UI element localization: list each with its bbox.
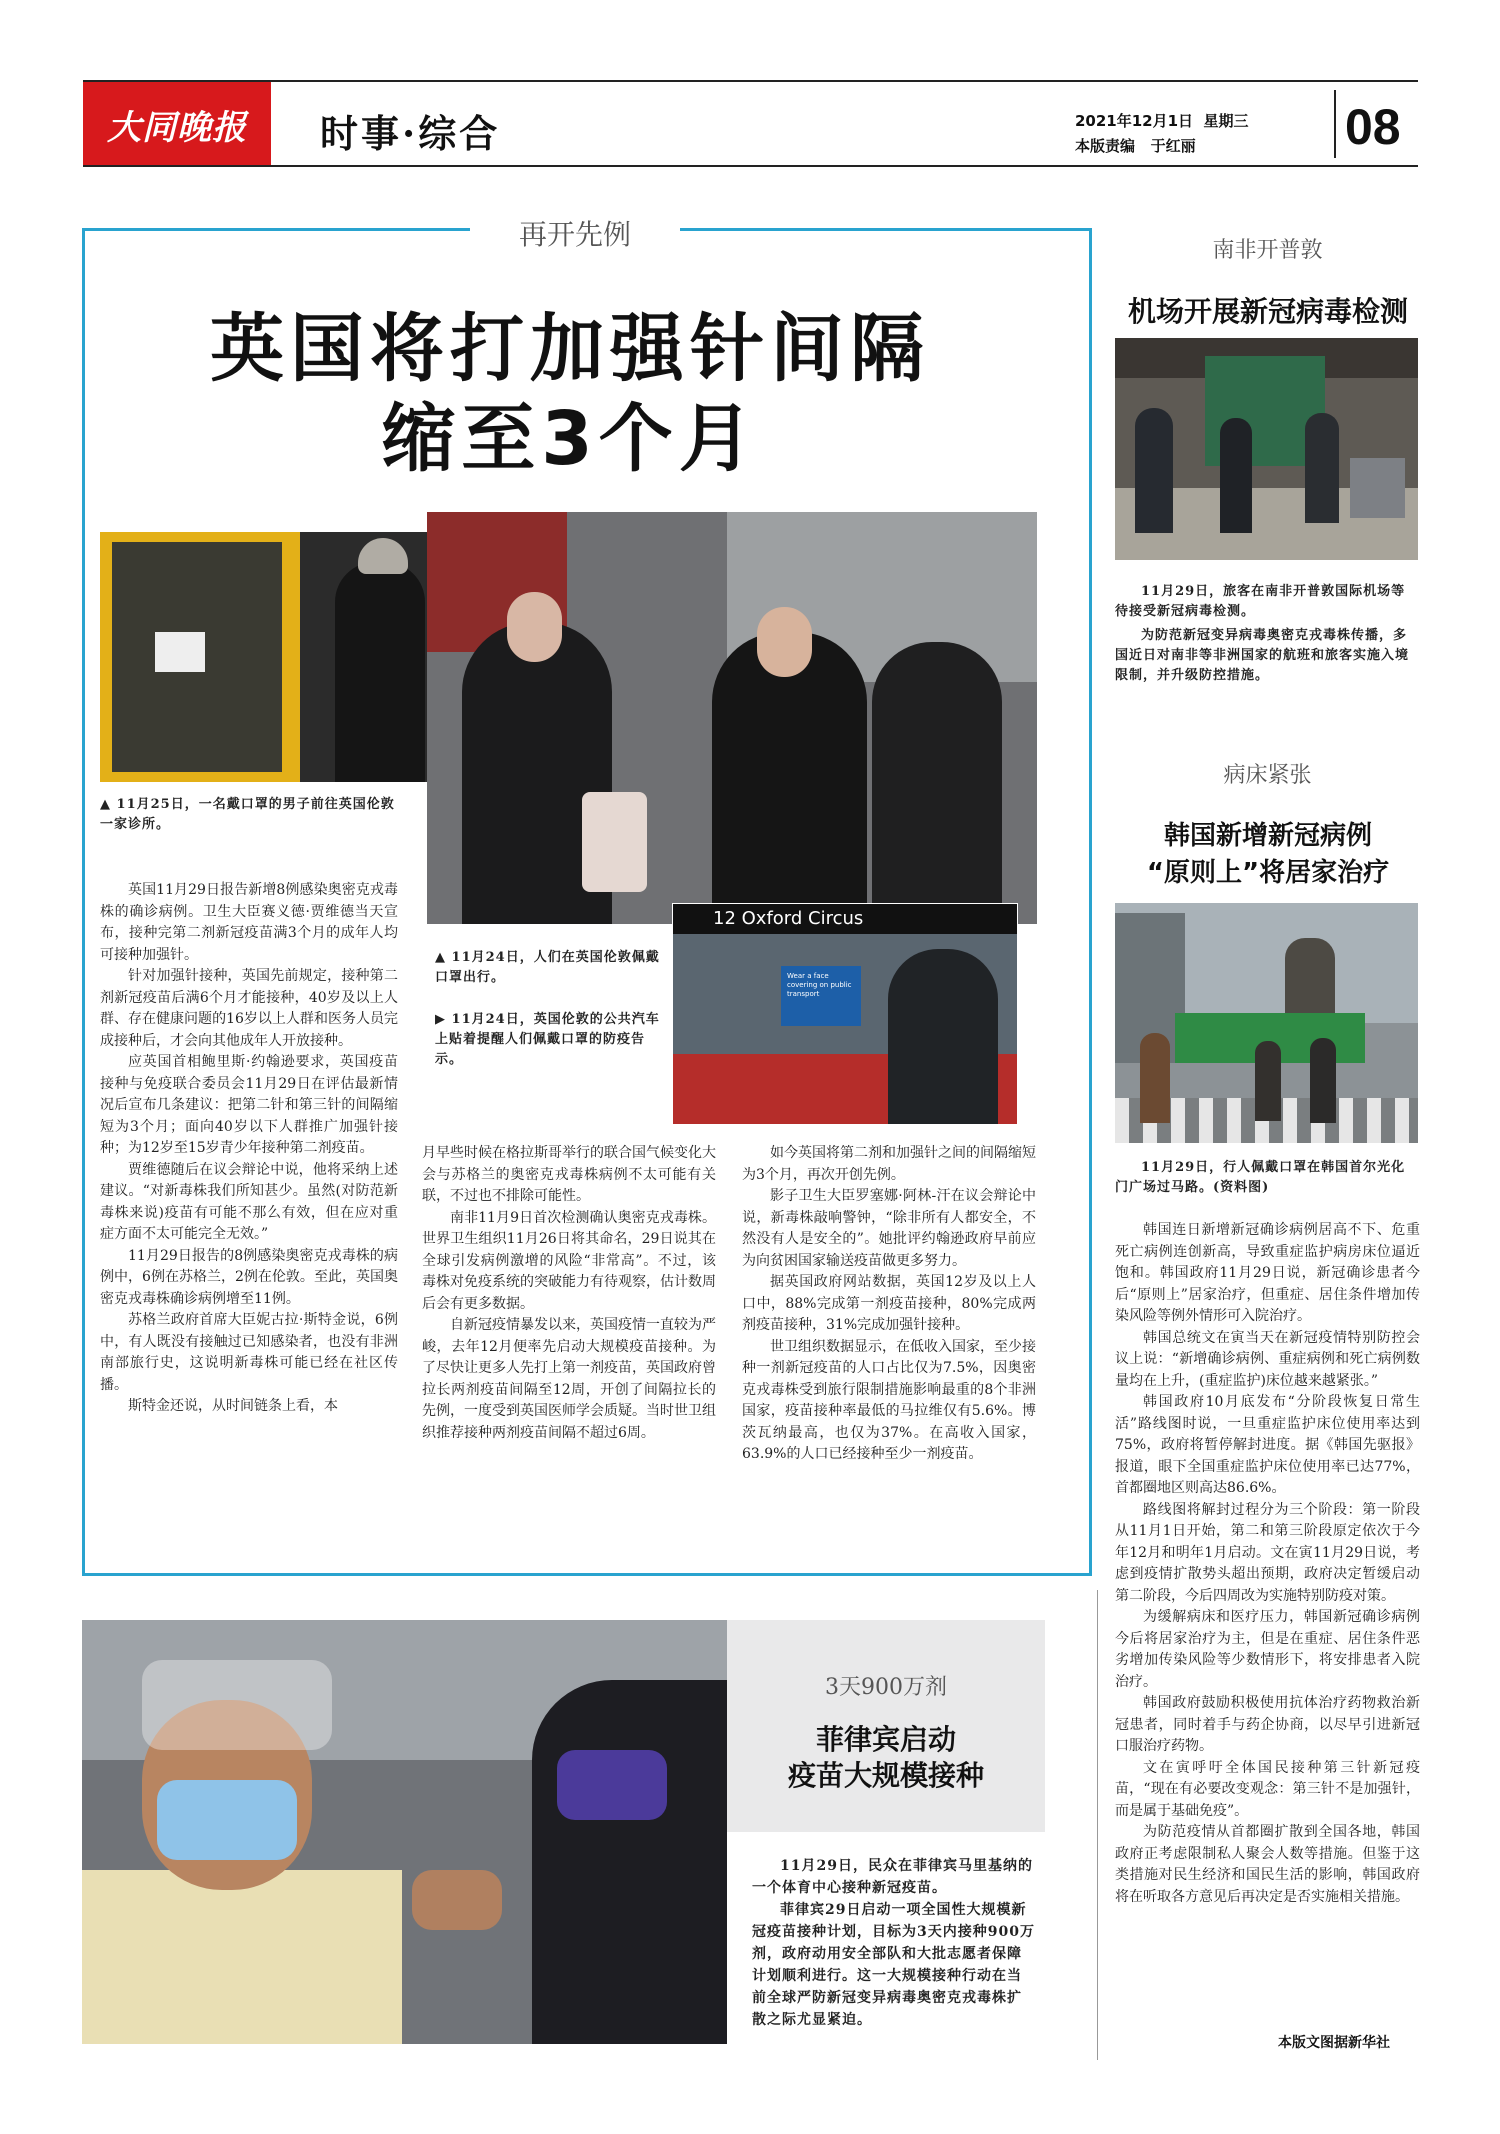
- main-body-col3: [742, 1143, 1036, 1466]
- masthead-bottom-rule: [83, 165, 1418, 167]
- col3-paragraph: 世卫组织数据显示，在低收入国家，至少接种一剂新冠疫苗的人口占比仅为7.5%，因奥密克戎毒株受到旅行限制措施影响最重的8个非洲国家，疫苗接种率最低的马拉维仅有5.6%。博茨瓦纳最高，也仅为37%。在高收入国家，63.9%的人口已经接种至少一剂疫苗。: [742, 1338, 1036, 1462]
- col3-paragraph: 影子卫生大臣罗塞娜·阿林-汗在议会辩论中说，新毒株敲响警钟，“除非所有人都安全，不然没有人是安全的”。她批评约翰逊政府早前应为向贫困国家输送疫苗做更多努力。: [742, 1188, 1036, 1269]
- seoul-statue: [1285, 938, 1335, 1018]
- bus-destination-sign: [673, 904, 1017, 934]
- sidebar-top-caption2: 为防范新冠变异病毒奥密克戎毒株传播，多国近日对南非等非洲国家的航班和旅客实施入境限制，并升级防控措施。: [1115, 628, 1410, 683]
- bottom-headline-line2: 疫苗大规模接种: [787, 1759, 984, 1792]
- caption-bus: ▶ 11月24日，英国伦敦的公共汽车上贴着提醒人们佩戴口罩的防疫告示。: [435, 1012, 660, 1067]
- col1-paragraph: 贾维德随后在议会辩论中说，他将采纳上述建议。“对新毒株我们所知甚少。虽然(对防范新毒株来说)疫苗有可能不那么有效，但在应对重症方面不太可能完全无效。”: [100, 1161, 398, 1242]
- korea-paragraph: 韩国连日新增新冠确诊病例居高不下、危重死亡病例连创新高，导致重症监护病房床位逼近饱和。韩国政府11月29日说，新冠确诊患者今后“原则上”居家治疗，但重症、居住条件增加传染风险等例外情形可入院治疗。: [1115, 1222, 1420, 1324]
- luggage-cart: [1350, 458, 1405, 518]
- photo-bus: [672, 903, 1018, 1125]
- pedestrian-figure: [1255, 1041, 1281, 1121]
- section-title: 时事·综合: [320, 111, 501, 156]
- man-hat: [358, 538, 408, 574]
- col2-paragraph: 南非11月9日首次检测确认奥密克戎毒株。世界卫生组织11月26日将其命名，29日说其在全球引发病例激增的风险“非常高”。不过，该毒株对免疫系统的突破能力有待观察，估计数周后会有更多数据。: [422, 1209, 716, 1312]
- sidebar-korea-headline-line2: “原则上”将居家治疗: [1146, 858, 1390, 888]
- column-divider: [1097, 1590, 1098, 2060]
- traveler-figure: [1220, 418, 1252, 533]
- caption-clinic: ▲ 11月25日，一名戴口罩的男子前往英国伦敦一家诊所。: [100, 797, 395, 832]
- korea-paragraph: 为缓解病床和医疗压力，韩国新冠确诊病例今后将居家治疗为主，但是在重症、居住条件恶劣增加传染风险等少数情形下，将安排患者入院治疗。: [1115, 1609, 1420, 1690]
- issue-date: 2021年12月1日 星期三: [1075, 112, 1249, 130]
- col3-paragraph: 据英国政府网站数据，英国12岁及以上人口中，88%完成第一剂疫苗接种，80%完成两剂疫苗接种，31%完成加强针接种。: [742, 1274, 1036, 1333]
- nurse-figure: [532, 1680, 727, 2044]
- korea-paragraph: 路线图将解封过程分为三个阶段：第一阶段从11月1日开始，第二和第三阶段原定依次于今年12月和明年1月启动。文在寅11月29日说，考虑到疫情扩散势头超出预期，政府决定暂缓启动第二阶段，今后四周改为实施特别防疫对策。: [1115, 1501, 1420, 1604]
- sidebar-korea-body: [1115, 1220, 1420, 1908]
- bottom-caption-lead: 11月29日，民众在菲律宾马里基纳的一个体育中心接种新冠疫苗。: [752, 1858, 1033, 1896]
- sidebar-korea-kicker: 病床紧张: [1223, 763, 1312, 788]
- caption-street: ▲ 11月24日，人们在英国伦敦佩戴口罩出行。: [435, 950, 660, 985]
- sidebar-korea-caption: 11月29日，行人佩戴口罩在韩国首尔光化门广场过马路。(资料图): [1115, 1160, 1406, 1195]
- boy-shirt: [82, 1870, 402, 2044]
- woman1-bag: [582, 792, 647, 892]
- page-editor: 本版责编 于红丽: [1075, 137, 1196, 155]
- bus-destination-text: 12 Oxford Circus: [713, 908, 864, 929]
- photo-seoul: [1115, 903, 1418, 1143]
- main-body-col1: [100, 880, 398, 1418]
- col1-paragraph: 斯特金还说，从时间链条上看，本: [128, 1398, 338, 1414]
- korea-paragraph: 韩国政府鼓励积极使用抗体治疗药物救治新冠患者，同时着手与药企协商，以尽早引进新冠口服治疗药物。: [1115, 1695, 1420, 1754]
- door-notice: [155, 632, 205, 672]
- col1-paragraph: 应英国首相鲍里斯·约翰逊要求，英国疫苗接种与免疫联合委员会11月29日在评估最新情况后宣布几条建议：把第二针和第三针的间隔缩短为3个月；面向40岁以下人群推广加强针接种；为12岁至15岁青少年接种第二剂疫苗。: [100, 1054, 398, 1156]
- boy-mask: [157, 1780, 297, 1860]
- col1-paragraph: 苏格兰政府首席大臣妮古拉·斯特金说，6例中，有人既没有接触过已知感染者，也没有非洲南部旅行史，这说明新毒株可能已经在社区传播。: [100, 1312, 398, 1393]
- traveler-figure: [1135, 408, 1173, 533]
- col3-paragraph: 如今英国将第二剂和加强针之间的间隔缩短为3个月，再次开创先例。: [742, 1145, 1036, 1183]
- col2-paragraph: 月早些时候在格拉斯哥举行的联合国气候变化大会与苏格兰的奥密克戎毒株病例不太可能有关联，不过也不排除可能性。: [422, 1145, 716, 1204]
- traveler-figure: [1305, 413, 1339, 523]
- main-headline-line2: 缩至3个月: [381, 396, 759, 482]
- main-body-col2: [422, 1143, 716, 1444]
- sidebar-top-kicker: 南非开普敦: [1212, 238, 1323, 263]
- photo-credit: 本版文图据新华社: [1278, 2035, 1390, 2051]
- col1-paragraph: 针对加强针接种，英国先前规定，接种第二剂新冠疫苗后满6个月才能接种，40岁及以上人群、存在健康问题的16岁以上人群和医务人员完成接种后，才会向其他成年人开放接种。: [100, 968, 398, 1049]
- man-figure: [335, 562, 425, 782]
- col1-paragraph: 英国11月29日报告新增8例感染奥密克戎毒株的确诊病例。卫生大臣赛义德·贾维德当天宣布，接种完第二剂新冠疫苗满3个月的成年人均可接种加强针。: [100, 882, 398, 963]
- photo-clinic: [100, 532, 440, 782]
- mask-poster: [781, 966, 861, 1026]
- nurse-hand: [412, 1870, 502, 1930]
- mask-poster-text: Wear a face covering on public transport: [787, 972, 852, 998]
- sidebar-korea-headline-line1: 韩国新增新冠病例: [1163, 821, 1372, 851]
- bottom-caption-body: 菲律宾29日启动一项全国性大规模新冠疫苗接种计划，目标为3天内接种900万剂，政府动用安全部队和大批志愿者保障计划顺利进行。这一大规模接种行动在当前全球严防新冠变异病毒奥密克戎毒株扩散之际尤显紧迫。: [752, 1902, 1035, 2028]
- passenger-figure: [888, 949, 998, 1124]
- nurse-mask: [557, 1750, 667, 1820]
- photo-airport: [1115, 338, 1418, 560]
- main-headline-line1: 英国将打加强针间隔: [210, 306, 930, 392]
- bottom-kicker: 3天900万剂: [825, 1675, 947, 1700]
- boy-face-shield: [142, 1660, 332, 1750]
- korea-paragraph: 韩国政府10月底发布“分阶段恢复日常生活”路线图时说，一旦重症监护床位使用率达到75%，政府将暂停解封进度。据《韩国先驱报》报道，眼下全国重症监护床位使用率已达77%，首都圈地区则高达86.6%。: [1115, 1394, 1420, 1496]
- woman3-figure: [872, 642, 1002, 924]
- sidebar-top-headline: 机场开展新冠病毒检测: [1127, 295, 1408, 328]
- pedestrian-figure: [1140, 1033, 1170, 1123]
- logo-block: [83, 82, 271, 167]
- col1-paragraph: 11月29日报告的8例感染奥密克戎毒株的病例中，6例在苏格兰，2例在伦敦。至此，英国奥密克戎毒株确诊病例增至11例。: [100, 1247, 398, 1307]
- sidebar-top-caption: 11月29日，旅客在南非开普敦国际机场等待接受新冠病毒检测。: [1115, 584, 1406, 619]
- col2-paragraph: 自新冠疫情暴发以来，英国疫情一直较为严峻，去年12月便率先启动大规模疫苗接种。为了尽快让更多人先打上第一剂疫苗，英国政府曾拉长两剂疫苗间隔至12周，开创了间隔拉长的先例，一度受到英国医师学会质疑。当时世卫组织推荐接种两剂疫苗间隔不超过6周。: [422, 1317, 716, 1441]
- korea-paragraph: 韩国总统文在寅当天在新冠疫情特别防控会议上说：“新增确诊病例、重症病例和死亡病例数量均在上升，(重症监护)床位越来越紧张。”: [1115, 1329, 1420, 1389]
- page-divider: [1334, 90, 1336, 158]
- photo-street: [427, 512, 1037, 924]
- page-number: 08: [1345, 99, 1401, 155]
- pedestrian-figure: [1310, 1038, 1336, 1123]
- bottom-headline-line1: 菲律宾启动: [815, 1723, 956, 1756]
- photo-vaccination: [82, 1620, 727, 2044]
- korea-paragraph: 文在寅呼吁全体国民接种第三针新冠疫苗，“现在有必要改变观念：第三针不是加强针，而是属于基础免疫”。: [1115, 1759, 1420, 1819]
- woman2-face: [757, 607, 812, 677]
- main-kicker: 再开先例: [518, 218, 631, 251]
- korea-paragraph: 为防范疫情从首都圈扩散到全国各地，韩国政府正考虑限制私人聚会人数等措施。但鉴于这类措施对民生经济和国民生活的影响，韩国政府将在听取各方意见后再决定是否实施相关措施。: [1115, 1824, 1420, 1905]
- logo: 大同晚报: [107, 108, 247, 148]
- masthead-top-rule: [83, 80, 1418, 82]
- woman1-face: [507, 592, 562, 662]
